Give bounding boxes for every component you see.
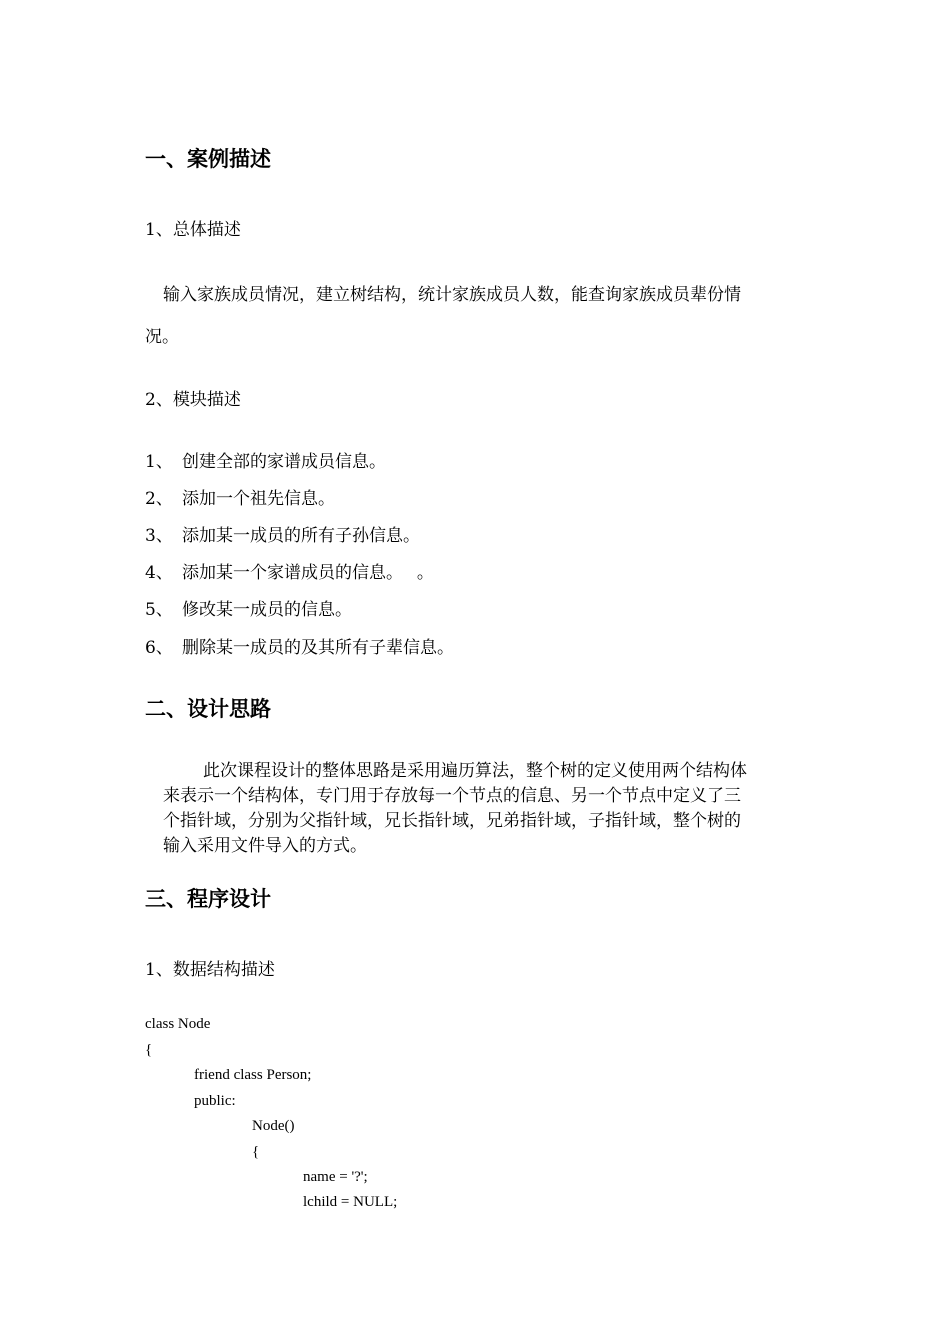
code-line: { (252, 1144, 260, 1160)
design-paragraph-line: 输入采用文件导入的方式。 (163, 836, 367, 856)
module-number: 4、 (145, 563, 173, 583)
module-item: 添加一个祖先信息。 (182, 489, 335, 509)
module-item: 修改某一成员的信息。 (182, 600, 352, 620)
code-line: Node() (252, 1118, 295, 1134)
module-number: 3、 (145, 526, 173, 546)
subheading-data-structure: 1、数据结构描述 (145, 960, 275, 980)
overview-paragraph-line-1: 输入家族成员情况，建立树结构，统计家族成员人数，能查询家族成员辈份情 (163, 285, 741, 305)
section-heading-program-design: 三、程序设计 (145, 887, 271, 911)
design-paragraph-line: 个指针域，分别为父指针域，兄长指针域，兄弟指针域，子指针域，整个树的 (163, 811, 741, 831)
module-item: 添加某一成员的所有子孙信息。 (182, 526, 420, 546)
code-line: class Node (145, 1016, 211, 1032)
code-line: lchild = NULL; (303, 1194, 398, 1210)
design-paragraph-line: 来表示一个结构体，专门用于存放每一个节点的信息、另一个节点中定义了三 (163, 786, 741, 806)
module-item: 添加某一个家谱成员的信息。 。 (182, 563, 434, 583)
subheading-modules: 2、模块描述 (145, 390, 241, 410)
design-paragraph-line: 此次课程设计的整体思路是采用遍历算法，整个树的定义使用两个结构体 (203, 761, 747, 781)
module-item: 创建全部的家谱成员信息。 (182, 452, 386, 472)
code-line: public: (194, 1093, 236, 1109)
module-item: 删除某一成员的及其所有子辈信息。 (182, 638, 454, 658)
module-number: 6、 (145, 638, 173, 658)
code-line: { (145, 1042, 153, 1058)
code-line: friend class Person; (194, 1067, 312, 1083)
overview-paragraph-line-2: 况。 (145, 327, 179, 347)
section-heading-case-description: 一、案例描述 (145, 147, 271, 171)
code-line: name = '?'; (303, 1169, 368, 1185)
module-number: 1、 (145, 452, 173, 472)
module-number: 5、 (145, 600, 173, 620)
subheading-overview: 1、总体描述 (145, 220, 241, 240)
section-heading-design-idea: 二、设计思路 (145, 697, 271, 721)
module-number: 2、 (145, 489, 173, 509)
